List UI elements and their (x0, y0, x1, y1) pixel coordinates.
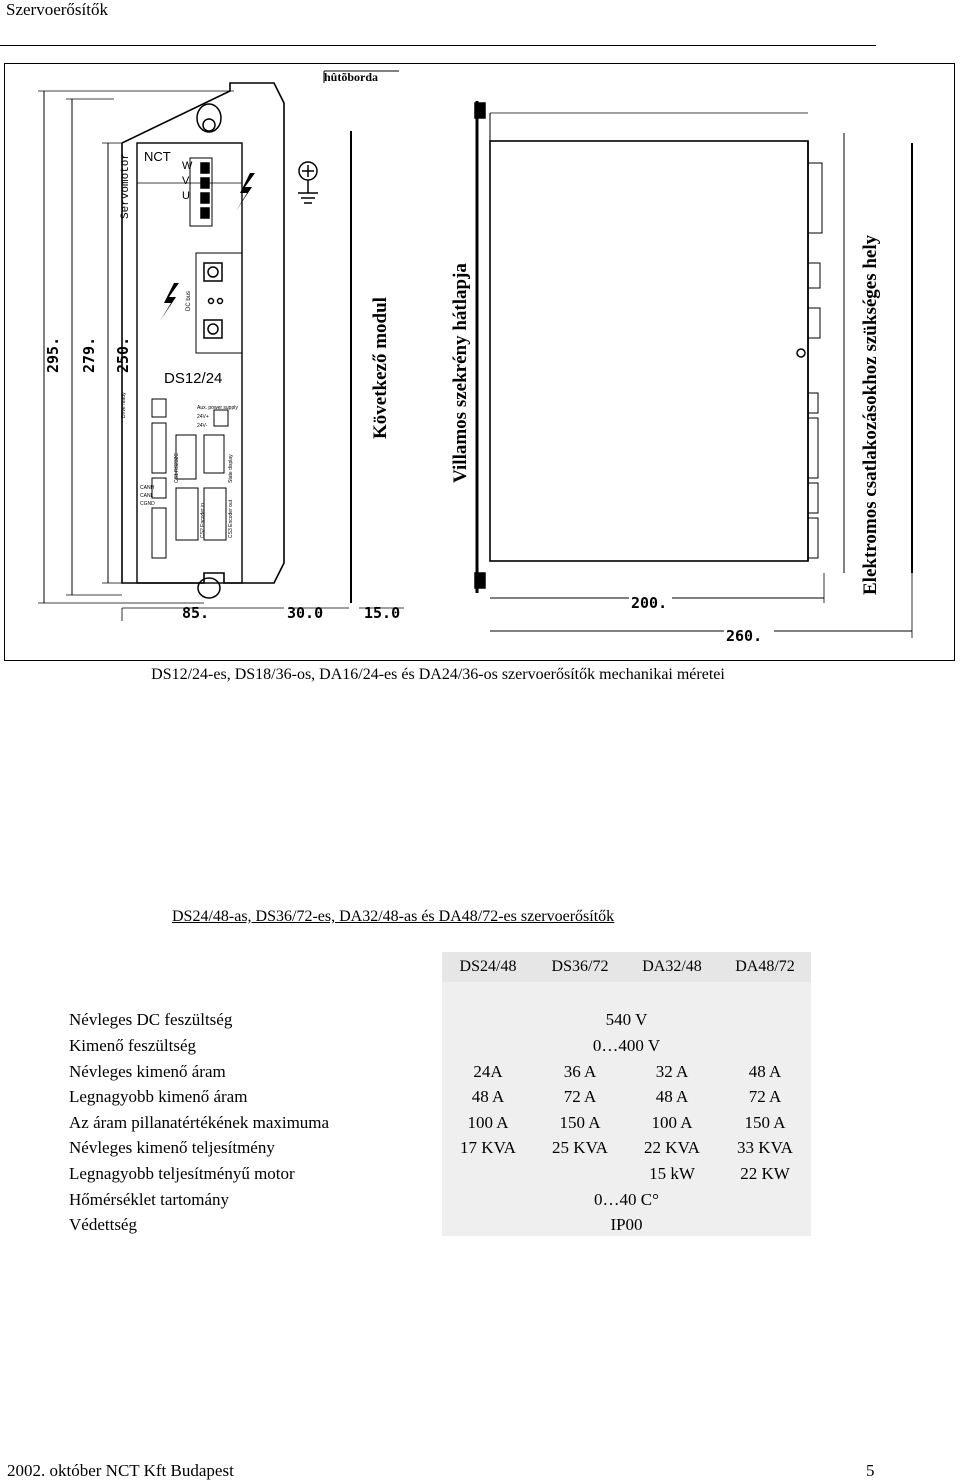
dim-30: 30.0 (287, 604, 324, 622)
table-cell: 24A (473, 1062, 503, 1081)
row-label: Névleges kimenő teljesítmény (69, 1138, 275, 1157)
table-cell: 72 A (748, 1087, 782, 1106)
connector-cs1: CS1 RS232C (174, 452, 180, 483)
connector-cs3: CS3 Encoder out (228, 499, 234, 538)
connector-space-label: Elektromos csatlakozásokhoz szükséges hely (860, 234, 881, 595)
footer-text: 2002. október NCT Kft Budapest (7, 1461, 234, 1480)
dim-200: 200. (631, 594, 668, 612)
aux-power-label: Aux. power supply (197, 405, 238, 411)
row-label: Névleges DC feszültség (69, 1010, 233, 1029)
phase-w: W (182, 160, 193, 172)
table-cell: 33 KVA (737, 1138, 793, 1157)
aux-24v-plus: 24V+ (197, 414, 209, 420)
table-cell: 25 KVA (552, 1138, 608, 1157)
page-header-title: Szervoerősítők (6, 0, 108, 19)
row-span-value: IP00 (610, 1215, 643, 1234)
row-label: Legnagyobb teljesítményű motor (69, 1164, 295, 1183)
servomotor-label: Servomotor (120, 152, 132, 219)
table-cell: 32 A (655, 1062, 689, 1081)
table-cell: 48 A (748, 1062, 782, 1081)
row-label: Hőmérséklet tartomány (69, 1190, 230, 1209)
page-number: 5 (866, 1461, 875, 1480)
brand-label: NCT (144, 149, 171, 164)
row-label: Névleges kimenő áram (69, 1062, 226, 1081)
table-cell: 100 A (467, 1113, 509, 1132)
dim-85: 85. (182, 604, 210, 622)
can-gnd: CGND (140, 501, 155, 507)
table-cell: 48 A (655, 1087, 689, 1106)
model-label: DS12/24 (164, 370, 223, 387)
col-header: DA48/72 (735, 958, 795, 975)
row-label: Legnagyobb kimenő áram (69, 1087, 248, 1106)
can-h: CANH (140, 485, 155, 491)
table-cell: 48 A (471, 1087, 505, 1106)
state-display-label: State display (228, 454, 234, 483)
phase-u: U (182, 190, 190, 202)
dim-250: 250. (114, 336, 132, 373)
dc-bus-label: DC bus (186, 290, 192, 311)
col-header: DS36/72 (551, 958, 609, 975)
table-cell: 150 A (559, 1113, 601, 1132)
table-cell: 15 kW (649, 1164, 695, 1183)
drive-ready-label: Drive ready (121, 392, 127, 418)
section-title: DS24/48-as, DS36/72-es, DA32/48-as és DA48/72-es szervoerősítők (172, 908, 615, 925)
cabinet-back-label: Villamos szekrény hátlapja (450, 263, 471, 483)
mechanical-drawing (4, 63, 955, 661)
phase-v: V (182, 175, 190, 187)
connector-cs2: CS2 Encoder in (200, 502, 206, 538)
next-module-label: Következő modul (370, 297, 391, 439)
can-l: CANL (140, 493, 154, 499)
table-cell: 17 KVA (460, 1138, 516, 1157)
aux-24v-minus: 24V- (197, 423, 208, 429)
table-cell: 22 KVA (644, 1138, 700, 1157)
dim-279: 279. (80, 336, 98, 373)
table-cell: 150 A (744, 1113, 786, 1132)
table-cell: 22 KW (740, 1164, 790, 1183)
row-label: Kimenő feszültség (69, 1036, 196, 1055)
table-cell: 72 A (563, 1087, 597, 1106)
dim-260: 260. (726, 627, 763, 645)
col-header: DS24/48 (459, 958, 517, 975)
row-span-value: 0…40 C° (594, 1190, 659, 1209)
row-span-value: 0…400 V (592, 1036, 661, 1055)
table-cell: 100 A (651, 1113, 693, 1132)
row-label: Az áram pillanatértékének maximuma (69, 1113, 330, 1132)
table-cell: 36 A (563, 1062, 597, 1081)
row-label: Védettség (69, 1215, 137, 1234)
dim-295: 295. (44, 336, 62, 373)
col-header: DA32/48 (642, 958, 702, 975)
header-rule (0, 45, 876, 46)
row-span-value: 540 V (605, 1010, 648, 1029)
heatsink-label: hûtõborda (324, 70, 379, 84)
dim-15: 15.0 (364, 604, 401, 622)
drawing-caption: DS12/24-es, DS18/36-os, DA16/24-es és DA24/36-os szervoerősítők mechanikai méretei (151, 666, 725, 683)
